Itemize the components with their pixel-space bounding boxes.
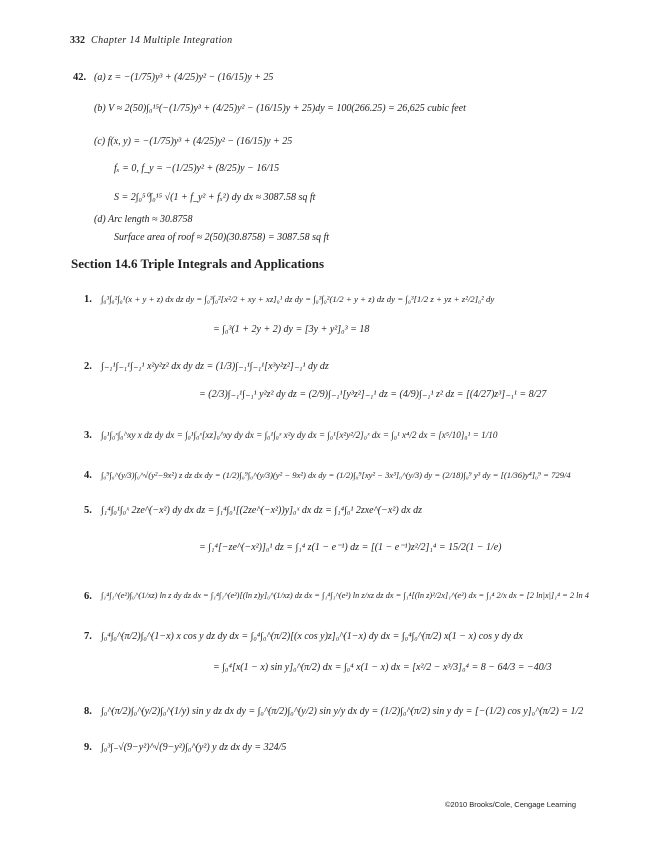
problem-4-line1: ∫₀⁹∫₀^(y/3)∫₀^√(y²−9x²) z dz dx dy = (1/2)∫₀⁹∫₀^(y/3)(y² − 9x²) dx dy = (1/2)∫₀⁹[xy² − 3x³]₀^(y/3) dy = (2/18)∫₀⁹ y³ dy = [(1/36)y⁴]₀⁹ = 729/4 bbox=[101, 470, 571, 480]
problem-2-number: 2. bbox=[84, 361, 92, 372]
problem-7-line2: = ∫₀⁴[x(1 − x) sin y]₀^(π/2) dx = ∫₀⁴ x(1 − x) dx = [x²/2 − x³/3]₀⁴ = 8 − 64/3 = −40/3 bbox=[213, 662, 552, 673]
problem-4-number: 4. bbox=[84, 470, 92, 481]
problem-8-number: 8. bbox=[84, 706, 92, 717]
problem-42-c-line1: (c) f(x, y) = −(1/75)y³ + (4/25)y² − (16/15)y + 25 bbox=[94, 136, 293, 147]
section-title: Section 14.6 Triple Integrals and Applications bbox=[71, 256, 325, 271]
problem-42-a: (a) z = −(1/75)y³ + (4/25)y² − (16/15)y + 25 bbox=[94, 72, 274, 83]
problem-1-line2: = ∫₀³(1 + 2y + 2) dy = [3y + y²]₀³ = 18 bbox=[213, 324, 370, 335]
problem-8-line1: ∫₀^(π/2)∫₀^(y/2)∫₀^(1/y) sin y dz dx dy = ∫₀^(π/2)∫₀^(y/2) sin y/y dx dy = (1/2)∫₀^(π/2) sin y dy = [−(1/2) cos y]₀^(π/2) = 1/2 bbox=[101, 706, 584, 717]
chapter-title: Chapter 14 Multiple Integration bbox=[91, 35, 233, 46]
problem-6-number: 6. bbox=[84, 591, 92, 602]
problem-5-line2: = ∫₁⁴[−ze^(−x²)]₀¹ dz = ∫₁⁴ z(1 − e⁻¹) dz = [(1 − e⁻¹)z²/2]₁⁴ = 15/2(1 − 1/e) bbox=[199, 542, 502, 553]
problem-3-number: 3. bbox=[84, 430, 92, 441]
copyright-footer: ©2010 Brooks/Cole, Cengage Learning bbox=[444, 800, 576, 809]
problem-6-line1: ∫₁⁴∫₁^(e²)∫₀^(1/xz) ln z dy dz dx = ∫₁⁴∫₁^(e²)[(ln z)y]₀^(1/xz) dz dx = ∫₁⁴∫₁^(e²) ln z/xz dz dx = ∫₁⁴[(ln z)²/2x]₁^(e²) dx = ∫₁⁴ 2/x dx = [2 ln|x|]₁⁴ = 2 ln 4 bbox=[101, 591, 589, 600]
problem-42-c-line3: S = 2∫₀⁵⁰∫₀¹⁵ √(1 + f_y² + fₓ²) dy dx ≈ 3087.58 sq ft bbox=[114, 192, 316, 203]
problem-5-number: 5. bbox=[84, 505, 92, 516]
problem-7-number: 7. bbox=[84, 631, 92, 642]
problem-2-line1: ∫₋₁¹∫₋₁¹∫₋₁¹ x²y²z² dx dy dz = (1/3)∫₋₁¹∫₋₁¹[x³y²z²]₋₁¹ dy dz bbox=[101, 361, 329, 372]
page-header bbox=[70, 36, 233, 46]
page-number: 332 bbox=[70, 35, 85, 46]
problem-2-line2: = (2/3)∫₋₁¹∫₋₁¹ y²z² dy dz = (2/9)∫₋₁¹[y³z²]₋₁¹ dz = (4/9)∫₋₁¹ z² dz = [(4/27)z³]₋₁¹ = 8/27 bbox=[199, 389, 547, 400]
problem-7-line1: ∫₀⁴∫₀^(π/2)∫₀^(1−x) x cos y dz dy dx = ∫₀⁴∫₀^(π/2)[(x cos y)z]₀^(1−x) dy dx = ∫₀⁴∫₀^(π/2) x(1 − x) cos y dy dx bbox=[101, 631, 523, 642]
problem-42-c-line2: fₓ = 0, f_y = −(1/25)y² + (8/25)y − 16/15 bbox=[114, 163, 280, 174]
problem-42-number: 42. bbox=[73, 72, 87, 83]
problem-3-line1: ∫₀¹∫₀ˣ∫₀^xy x dz dy dx = ∫₀¹∫₀ˣ[xz]₀^xy dy dx = ∫₀¹∫₀ˣ x²y dy dx = ∫₀¹[x²y²/2]₀ˣ dx = ∫₀¹ x⁴/2 dx = [x⁵/10]₀¹ = 1/10 bbox=[101, 430, 498, 440]
problem-9-line1: ∫₀³∫₋√(9−y²)^√(9−y²)∫₀^(y²) y dz dx dy = 324/5 bbox=[101, 742, 287, 753]
problem-9-number: 9. bbox=[84, 742, 92, 753]
problem-42-b: (b) V ≈ 2(50)∫₀¹⁵(−(1/75)y³ + (4/25)y² − (16/15)y + 25)dy = 100(266.25) = 26,625 cubic feet bbox=[94, 103, 466, 114]
problem-42-d-line1: (d) Arc length ≈ 30.8758 bbox=[94, 214, 193, 225]
problem-1-number: 1. bbox=[84, 294, 92, 305]
problem-42-d-line2: Surface area of roof ≈ 2(50)(30.8758) = 3087.58 sq ft bbox=[114, 232, 330, 243]
problem-5-line1: ∫₁⁴∫₀¹∫₀ˣ 2ze^(−x²) dy dx dz = ∫₁⁴∫₀¹[(2ze^(−x²))y]₀ˣ dx dz = ∫₁⁴∫₀¹ 2zxe^(−x²) dx dz bbox=[101, 505, 422, 516]
problem-1-line1: ∫₀³∫₀²∫₀¹(x + y + z) dx dz dy = ∫₀³∫₀²[x²/2 + xy + xz]₀¹ dz dy = ∫₀³∫₀²(1/2 + y + z) dz dy = ∫₀³[1/2 z + yz + z²/2]₀² dy bbox=[101, 294, 495, 304]
